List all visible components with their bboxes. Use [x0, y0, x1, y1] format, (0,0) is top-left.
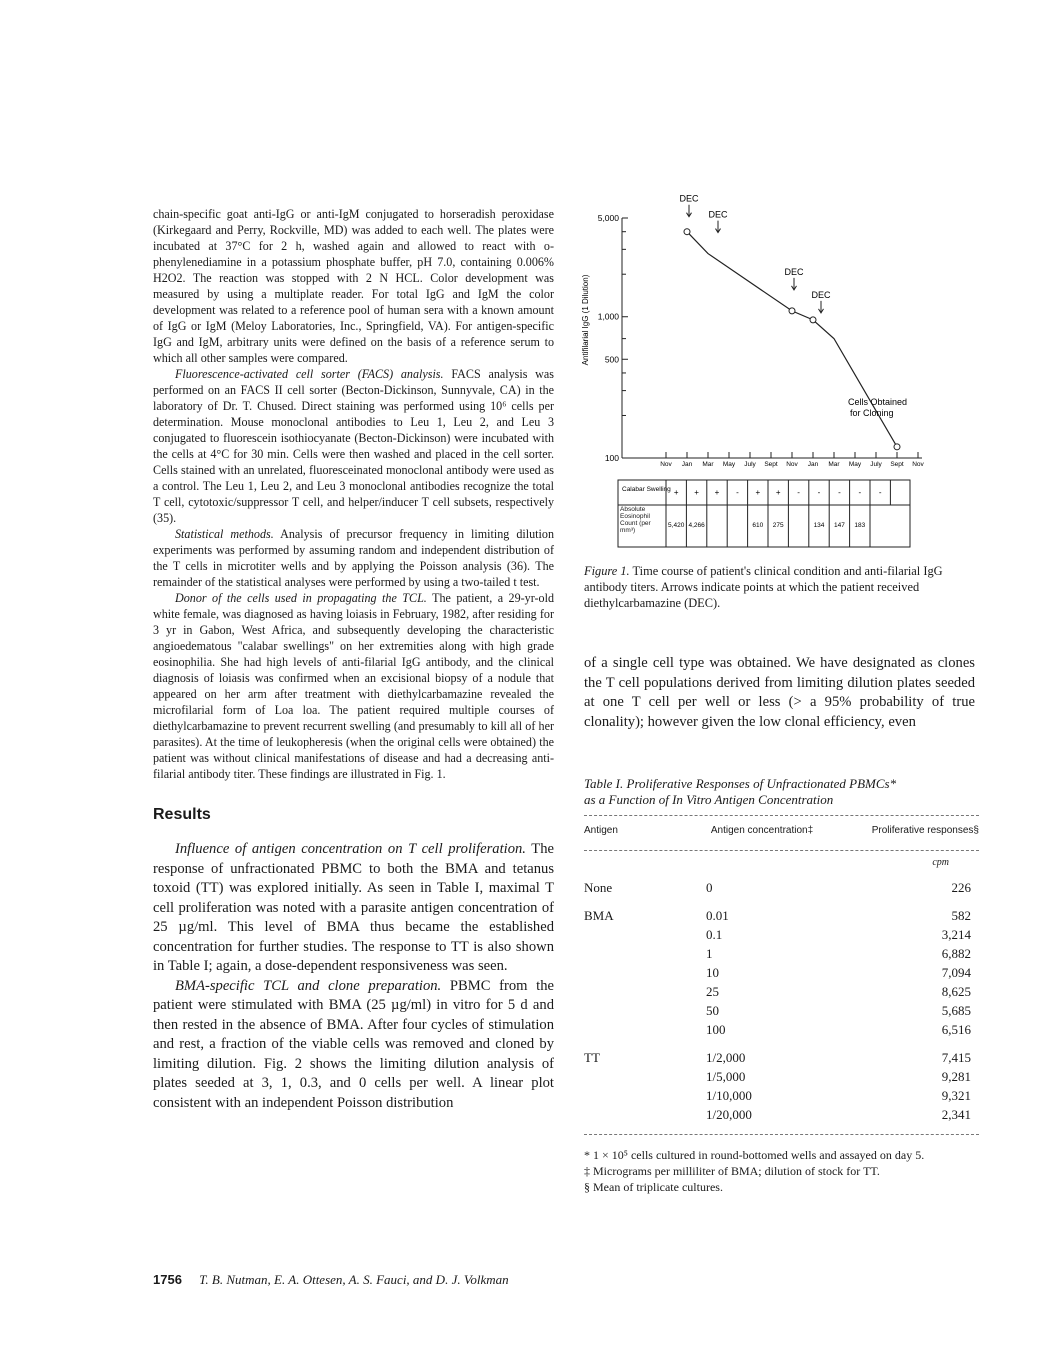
header-response: Proliferative responses§ [871, 825, 979, 836]
response-cell: 3,214 [941, 927, 971, 942]
header-antigen: Antigen [584, 825, 618, 836]
table-1-footnotes [584, 1147, 979, 1195]
paragraph-elisa: chain-specific goat anti-IgG or anti-IgM conjugated to horseradish peroxidase (Kirkegaard and Perry, Rockville, MD) was added to each well. The plates were incubated at 37°C for 2 h, washed again and allowed to react with o-phenylenediamine in a potassium phosphate buffer, pH 7.0, containing 0.006% H2O2. The reaction was stopped with 2 N HCL. Color development was measured by using a multiplate reader. For total IgG and IgM the color development was related to a reference pool of human sera with a known amount of IgG or IgM (Meloy Laboratories, Inc., Springfield, VA). For antigen-specific IgG and IgM, arbitrary units were defined on the basis of a reference serum to which all other samples were compared. [153, 207, 554, 365]
right-column-text [584, 654, 975, 732]
units-label: cpm [932, 857, 949, 868]
table-1 [584, 815, 979, 1135]
y-ticks [598, 213, 628, 463]
clinical-table [618, 480, 910, 547]
antigen-cell [584, 963, 682, 982]
table-row [584, 1086, 979, 1105]
calabar-cell-value: - [878, 488, 882, 497]
results-heading: Results [153, 806, 211, 823]
table-row [584, 982, 979, 1001]
table-row [584, 1020, 979, 1039]
eosinophil-count-label: Absolute Eosinophil Count (per mm³) [620, 506, 651, 534]
concentration-cell: 100 [706, 1022, 726, 1037]
eosinophil-cell-value: 134 [813, 522, 825, 529]
x-tick-label: Mar [702, 461, 714, 468]
data-point [684, 229, 690, 235]
concentration-cell: 0.1 [706, 927, 723, 942]
concentration-cell: 0.01 [706, 908, 729, 923]
antigen-cell [584, 982, 682, 1001]
eosinophil-cell-value: 610 [752, 522, 764, 529]
table-1-title-line-2: as a Function of In Vitro Antigen Concentration [584, 792, 834, 807]
statistics-heading: Statistical methods. [175, 527, 274, 541]
y-tick-label: 100 [604, 453, 619, 463]
tcl-clone-heading: BMA-specific TCL and clone preparation. [175, 977, 442, 994]
table-row [584, 906, 979, 925]
antigen-cell [584, 1020, 682, 1039]
calabar-cell-value: + [755, 488, 761, 497]
x-tick-label: Jan [807, 461, 819, 468]
x-tick-label: Nov [660, 461, 672, 468]
page-footer [153, 1272, 509, 1288]
response-cell: 5,685 [941, 1003, 971, 1018]
dec-label: DEC [679, 193, 699, 204]
footnote-3: § Mean of triplicate cultures. [584, 1180, 723, 1194]
figure-1-chart [578, 193, 958, 560]
antigen-concentration-heading: Influence of antigen concentration on T cell proliferation. [175, 841, 526, 857]
y-tick-label: 500 [604, 354, 619, 365]
y-axis-label: Antifilarial IgG (1 Dilution) [581, 274, 590, 366]
header-concentration: Antigen concentration‡ [710, 825, 814, 836]
eosinophil-cell-value: 183 [854, 522, 866, 529]
clinical-table-cells [668, 480, 890, 547]
table-bottom-rule [584, 1134, 979, 1135]
concentration-cell: 1/2,000 [706, 1050, 746, 1065]
x-tick-label: Nov [912, 461, 924, 468]
dec-label: DEC [811, 289, 831, 300]
table-1-title [584, 776, 975, 808]
calabar-swelling-label: Calabar Swelling [622, 486, 671, 493]
footnote-1: * 1 × 10⁵ cells cultured in round-bottomed wells and assayed on day 5. [584, 1148, 925, 1162]
footer-authors: T. B. Nutman, E. A. Ottesen, A. S. Fauci, and D. J. Volkman [199, 1272, 509, 1287]
x-tick-label: Sept [890, 461, 904, 468]
eosinophil-cell-value: 275 [772, 522, 784, 529]
antigen-cell: BMA [584, 908, 614, 923]
antigen-concentration-body: The response of unfractionated PBMC to both the BMA and tetanus toxoid (TT) was explored initially. As seen in Table I, maximal T cell proliferation was noted with a parasite antigen concentration of 25 µg/ml. This level of BMA thus became the established concentration for further studies. The response to TT is also shown in Table I; again, a dose-dependent responsiveness was seen. [153, 841, 554, 974]
x-tick-label: Jan [681, 461, 693, 468]
calabar-cell-value: - [838, 488, 841, 497]
response-cell: 7,415 [941, 1050, 971, 1065]
antigen-cell [584, 1067, 682, 1086]
eosinophil-cell-value: 5,420 [668, 522, 685, 529]
figure-1-caption-head: Figure 1. [584, 564, 630, 578]
table-body [584, 878, 979, 1124]
paragraph-statistics [153, 526, 554, 590]
table-row [584, 1105, 979, 1124]
concentration-cell: 10 [706, 965, 719, 980]
antigen-cell: None [584, 880, 613, 895]
concentration-cell: 1/10,000 [706, 1088, 752, 1103]
concentration-cell: 1 [706, 946, 713, 961]
table-row [584, 1067, 979, 1086]
data-point [810, 317, 816, 323]
donor-body: The patient, a 29-yr-old white female, was diagnosed as having loiasis in February, 1982, after residing for 3 yr in Gabon, West Africa, and subsequently developing the characteristic angioedematous "calabar swellings" on her extremities along with high grade eosinophilia. She had high levels of anti-filarial IgG antibody, and the clinical diagnosis of loiasis was confirmed when an excisional biopsy of a nodule that appeared on her arm after treatment with diethylcarbamazine revealed the microfilarial form of Loa loa. The patient required multiple courses of diethylcarbamazine to prevent recurrent swelling (and presumably to kill all of her parasites). At the time of leukopheresis (when the original cells were obtained) the patient was without clinical manifestations of disease and had a decreasing anti-filarial antibody titer. These findings are illustrated in Fig. 1. [153, 591, 554, 781]
eosinophil-cell-value: 4,266 [688, 522, 705, 529]
response-cell: 6,882 [941, 946, 971, 961]
figure-1 [578, 193, 958, 560]
y-tick-label: 1,000 [597, 311, 619, 322]
footnote-2: ‡ Micrograms per milliliter of BMA; dilution of stock for TT. [584, 1164, 880, 1178]
tcl-clone-body: PBMC from the patient were stimulated with BMA (25 µg/ml) in vitro for 5 d and then rested in the absence of BMA. After four cycles of stimulation and rest, a fraction of the viable cells was removed and cloned by limiting dilution. Fig. 2 shows the limiting dilution analysis of plates seeded at 3, 1, 0.3, and 0 cells per well. A linear plot consistent with an independent Poisson distribution [153, 977, 554, 1111]
x-tick-label: Mar [828, 461, 840, 468]
row-group-spacer [584, 897, 979, 906]
antigen-cell [584, 1086, 682, 1105]
table-row [584, 1048, 979, 1067]
concentration-cell: 1/20,000 [706, 1107, 752, 1122]
table-row [584, 878, 979, 897]
antigen-cell [584, 1001, 682, 1020]
calabar-cell-value: + [714, 488, 720, 497]
table-header-row [584, 816, 979, 850]
figure-1-caption-text: Time course of patient's clinical condition and anti-filarial IgG antibody titers. Arrows indicate points at which the patient received diethylcarbamazine (DEC). [584, 564, 943, 610]
paragraph-antigen-concentration [153, 840, 554, 977]
dec-label: DEC [708, 209, 728, 220]
paragraph-tcl-clone [153, 977, 554, 1114]
response-cell: 7,094 [941, 965, 971, 980]
x-tick-label: May [722, 461, 736, 468]
y-tick-label: 5,000 [597, 213, 619, 223]
response-cell: 9,321 [941, 1088, 971, 1103]
eosinophil-cell-value: 147 [833, 522, 845, 529]
concentration-cell: 25 [706, 984, 719, 999]
table-row [584, 1001, 979, 1020]
calabar-cell-value: - [736, 488, 739, 497]
page-number: 1756 [153, 1272, 182, 1287]
x-tick-label: July [744, 461, 756, 468]
x-tick-label: May [848, 461, 862, 468]
response-cell: 8,625 [941, 984, 971, 999]
calabar-cell-value: - [797, 488, 800, 497]
data-point [789, 308, 795, 314]
facs-body: FACS analysis was performed on an FACS II cell sorter (Becton-Dickinson, Sunnyvale, CA) in the laboratory of Dr. T. Chused. Direct staining was performed using 10⁶ cells per determination. Mouse monoclonal antibodies to Leu 1, Leu 2, and Leu 3 conjugated to fluorescein isothiocyanate (Becton-Dickinson) were incubated with the cells at 4°C for 30 min. Cells were then washed and placed in the cell sorter. Cells stained with an unrelated, fluoresceinated monoclonal antibody were used as a control. The Leu 1, Leu 2, and Leu 3 monoclonal antibodies recognize the total T cell, cytotoxic/suppressor T cell, and helper/inducer T cell subsets, respectively (35). [153, 367, 554, 525]
left-column [153, 206, 554, 1113]
table-row [584, 925, 979, 944]
antigen-cell [584, 1105, 682, 1124]
x-tick-label: Nov [786, 461, 798, 468]
eosinophil-label-wrap [620, 506, 666, 546]
paragraph-facs [153, 366, 554, 526]
calabar-cell-value: - [858, 488, 862, 497]
response-cell: 582 [951, 908, 971, 923]
paragraph-donor [153, 590, 554, 782]
donor-heading: Donor of the cells used in propagating the TCL. [175, 591, 427, 605]
statistics-body: Analysis of precursor frequency in limiting dilution experiments was performed by assuming random and independent distribution of the T cells in microtiter wells and by applying the Poisson analysis (36). The remainder of the statistical analyses were performed by using a two-tailed t test. [153, 527, 554, 589]
concentration-cell: 50 [706, 1003, 719, 1018]
x-tick-label: Sept [764, 461, 778, 468]
table-row [584, 963, 979, 982]
response-cell: 6,516 [941, 1022, 971, 1037]
dec-annotations [679, 194, 831, 313]
paragraph-clones-continued: of a single cell type was obtained. We have designated as clones the T cell populations derived from limiting dilution plates seeded at one T cell per well or less (> a 95% probability of true clonality); however given the low clonal efficiency, even [584, 655, 975, 730]
antigen-cell [584, 925, 682, 944]
x-tick-label: July [870, 461, 882, 468]
dec-label: DEC [784, 266, 804, 277]
facs-heading: Fluorescence-activated cell sorter (FACS) analysis. [175, 367, 444, 381]
data-point [894, 444, 900, 450]
antigen-cell [584, 944, 682, 963]
table-1-title-line-1: Table I. Proliferative Responses of Unfractionated PBMCs* [584, 776, 897, 791]
concentration-cell: 1/5,000 [706, 1069, 746, 1084]
response-cell: 226 [951, 880, 971, 895]
response-cell: 2,341 [941, 1107, 971, 1122]
calabar-cell-value: + [775, 488, 781, 497]
calabar-cell-value: + [673, 488, 679, 497]
cells-obtained-label: Cells Obtained [848, 397, 908, 407]
calabar-cell-value: + [694, 488, 699, 497]
calabar-cell-value: - [817, 488, 821, 497]
row-group-spacer [584, 1039, 979, 1048]
antigen-cell: TT [584, 1050, 600, 1065]
x-ticks [660, 452, 924, 468]
concentration-cell: 0 [706, 880, 713, 895]
figure-1-caption [584, 563, 972, 611]
table-row [584, 944, 979, 963]
response-cell: 9,281 [941, 1069, 971, 1084]
cells-obtained-label-2: for Cloning [850, 408, 894, 418]
